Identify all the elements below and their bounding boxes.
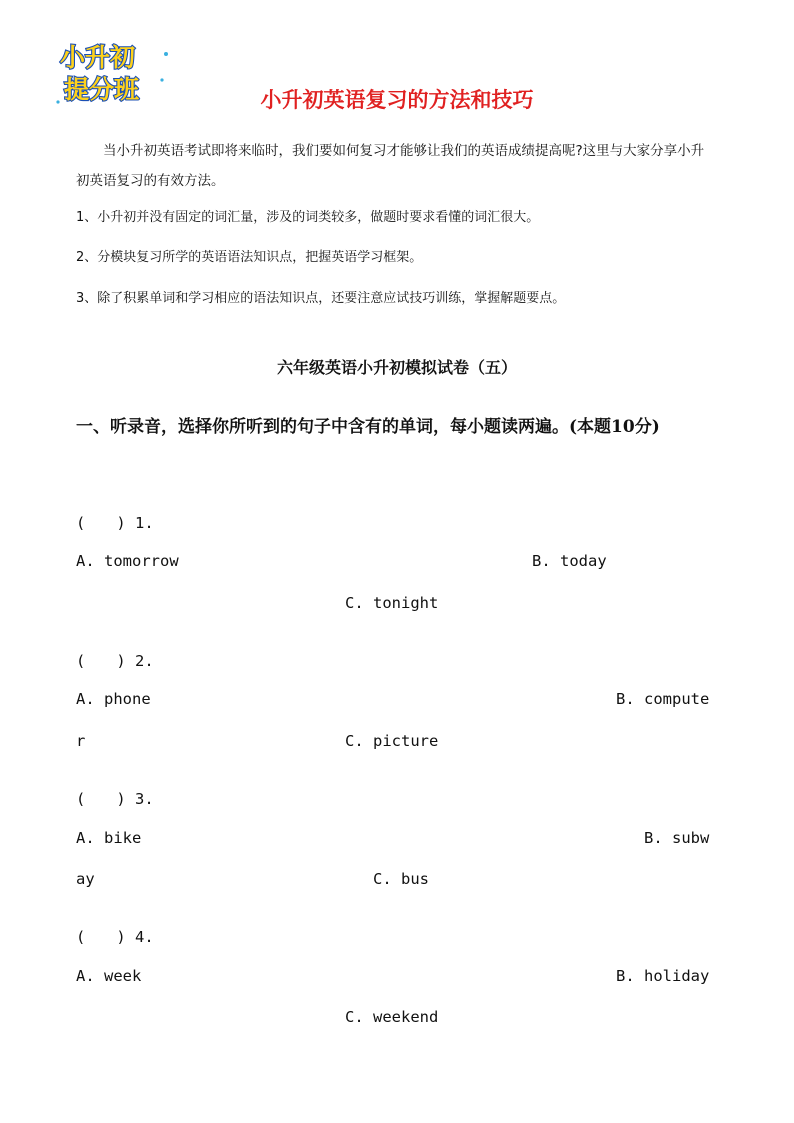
logo-text-line2: 提分班 xyxy=(64,75,140,104)
exam-title: 六年级英语小升初模拟试卷（五） xyxy=(276,358,517,377)
option-c: C. bus xyxy=(373,870,429,888)
option-a: A. phone xyxy=(76,690,151,708)
option-c: C. picture xyxy=(345,732,439,750)
question-number: ( ) 3. xyxy=(76,790,154,808)
option-b: B. today xyxy=(532,552,607,570)
intro-paragraph: 当小升初英语考试即将来临时，我们要如何复习才能够让我们的英语成绩提高呢?这里与大家分享小升初英语复习的有效方法。 xyxy=(76,143,705,189)
tip-item: 3、除了积累单词和学习相应的语法知识点，还要注意应试技巧训练，掌握解题要点。 xyxy=(76,291,566,306)
option-b-continued: r xyxy=(76,732,86,750)
option-a: A. week xyxy=(76,967,142,985)
tip-item: 2、分模块复习所学的英语语法知识点，把握英语学习框架。 xyxy=(76,250,423,265)
option-b: B. compute xyxy=(616,690,710,708)
option-b: B. holiday xyxy=(616,967,710,985)
tip-item: 1、小升初并没有固定的词汇量，涉及的词类较多，做题时要求看懂的词汇很大。 xyxy=(76,210,540,225)
question-number: ( ) 2. xyxy=(76,652,154,670)
option-c: C. weekend xyxy=(345,1008,439,1026)
option-a: A. bike xyxy=(76,829,142,847)
option-c: C. tonight xyxy=(345,594,439,612)
question-number: ( ) 1. xyxy=(76,514,154,532)
option-b: B. subw xyxy=(644,829,710,847)
logo-text-line1: 小升初 xyxy=(60,43,136,72)
section-heading: 一、听录音，选择你所听到的句子中含有的单词，每小题读两遍。(本题10分) xyxy=(76,417,660,437)
page-title: 小升初英语复习的方法和技巧 xyxy=(260,88,534,112)
option-b-continued: ay xyxy=(76,870,95,888)
option-a: A. tomorrow xyxy=(76,552,179,570)
question-number: ( ) 4. xyxy=(76,928,154,946)
